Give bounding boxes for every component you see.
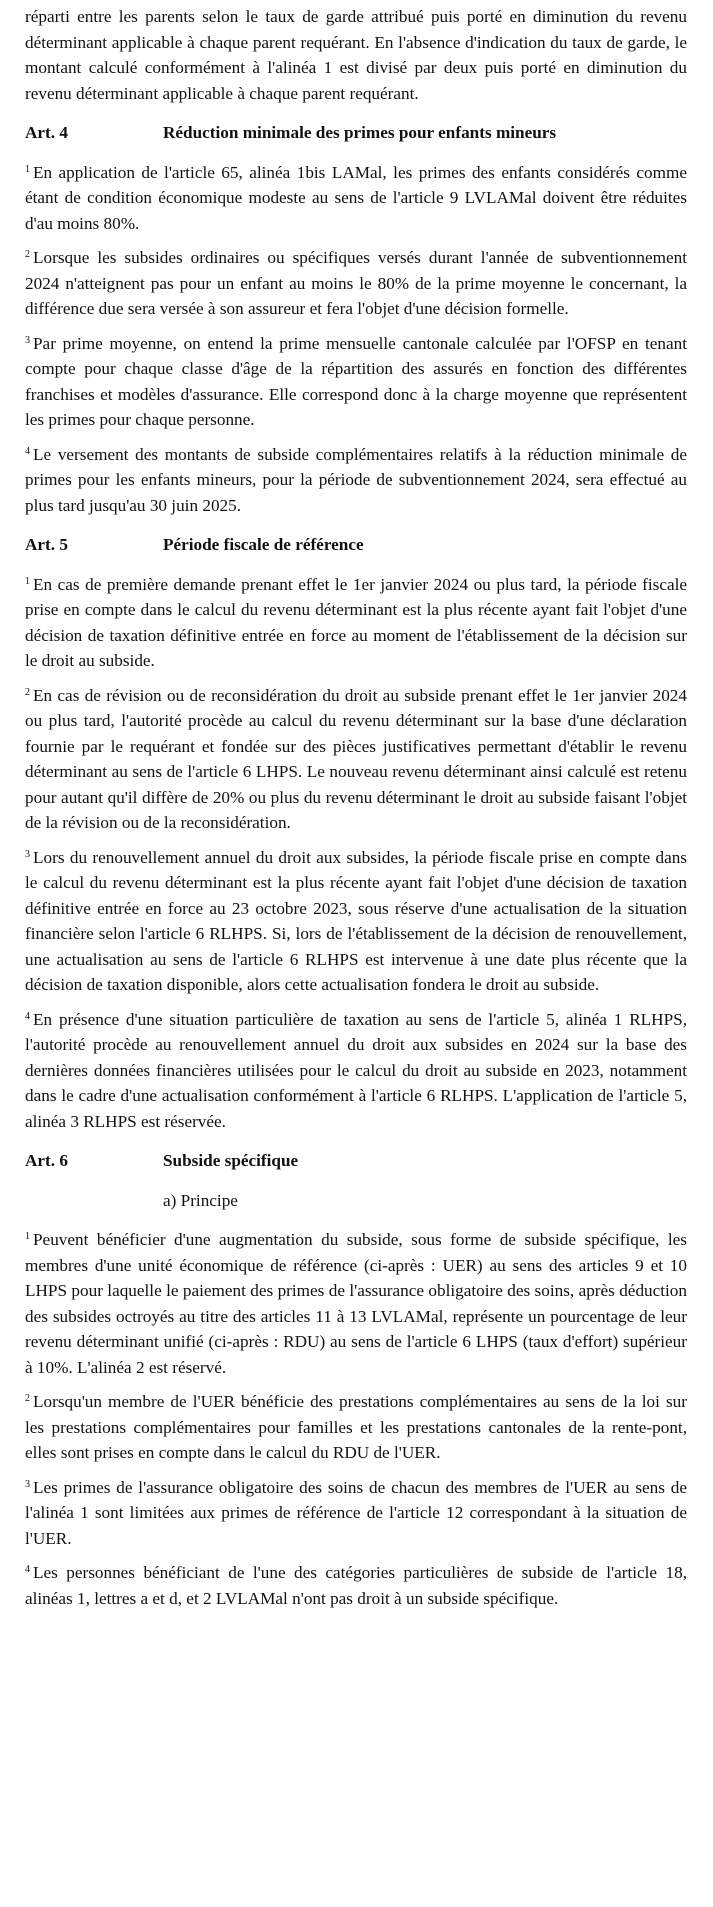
paragraph-text: Le versement des montants de subside complémentaires relatifs à la réduction minimale de primes pour les enfants mineurs, pour la période de subventionnement 2024, sera effectué au plus tard jusqu'au 30 juin 2025. [25, 444, 687, 515]
paragraph-number: 1 [25, 1231, 30, 1242]
paragraph-text: En cas de première demande prenant effet le 1er janvier 2024 ou plus tard, la période fiscale prise en compte dans le calcul du revenu déterminant est la plus récente ayant fait l'objet d'une décision de taxation définitive entrée en force au moment de l'établissement de la décision sur le droit au subside. [25, 574, 687, 670]
article-6-paragraph-3 [25, 1475, 687, 1552]
paragraph-number: 3 [25, 848, 30, 860]
paragraph-number: 4 [25, 445, 30, 457]
paragraph-number: 2 [25, 686, 30, 698]
article-5-title: Période fiscale de référence [163, 535, 364, 554]
article-6-heading [25, 1148, 687, 1174]
article-6-title: Subside spécifique [163, 1151, 299, 1170]
article-4-title: Réduction minimale des primes pour enfants mineurs [163, 123, 557, 142]
paragraph-number: 1 [25, 575, 30, 587]
paragraph-text: Lorsqu'un membre de l'UER bénéficie des prestations complémentaires au sens de la loi sur les prestations complémentaires pour familles et les prestations cantonales de la rente-pont, elles sont prises en compte dans le calcul du RDU de l'UER. [25, 1392, 687, 1462]
paragraph-number: 2 [25, 249, 30, 260]
paragraph-number: 4 [25, 1564, 30, 1575]
paragraph-text: En cas de révision ou de reconsidération du droit au subside prenant effet le 1er janvier 2024 ou plus tard, l'autorité procède au calcul du revenu déterminant sur la base d'une déclaration fournie par le requérant et fondée sur des pièces justificatives permettant d'établir le revenu déterminant au sens de l'article 6 LHPS. Le nouveau revenu déterminant ainsi calculé est retenu pour autant qu'il diffère de 20% ou plus du revenu déterminant le droit au subside faisant l'objet de la révision ou de la reconsidération. [25, 685, 687, 832]
article-5-paragraph-3 [25, 845, 687, 998]
paragraph-text: En présence d'une situation particulière de taxation au sens de l'article 5, alinéa 1 RLHPS, l'autorité procède au renouvellement annuel du droit aux subsides en 2024 sur la base des dernières données financières utilisées pour le calcul du droit au subside en 2023, notamment dans le cadre d'une actualisation conformément à l'article 6 RLHPS. L'application de l'article 5, alinéa 3 RLHPS est réservée. [25, 1009, 687, 1131]
article-4-paragraph-3 [25, 331, 687, 433]
article-4-paragraph-4 [25, 442, 687, 519]
paragraph-text: Lors du renouvellement annuel du droit aux subsides, la période fiscale prise en compte dans le calcul du revenu déterminant est la plus récente ayant fait l'objet d'une décision de taxation définitive entrée en force au 23 octobre 2023, sous réserve d'une actualisation de la situation financière selon l'article 6 RLHPS. Si, lors de l'établissement de la décision de renouvellement, une actualisation au sens de l'article 6 RLHPS est intervenue à une date plus récente que la décision de taxation disponible, alors cette actualisation fondera le droit au subside. [25, 847, 687, 994]
paragraph-text: Peuvent bénéficier d'une augmentation du subside, sous forme de subside spécifique, les membres d'une unité économique de référence (ci-après : UER) au sens des articles 9 et 10 LHPS pour laquelle le paiement des primes de l'assurance obligatoire des soins, après déduction des subsides octroyés au titre des articles 11 à 13 LVLAMal, représente un pourcentage de leur revenu déterminant unifié (ci-après : RDU) au sens de l'article 6 LHPS (taux d'effort) supérieur à 10%. L'alinéa 2 est réservé. [25, 1230, 687, 1377]
article-6-subtitle: a) Principe [163, 1190, 238, 1210]
article-4-heading [25, 120, 687, 146]
article-5-paragraph-2 [25, 683, 687, 836]
article-5-paragraph-4 [25, 1007, 687, 1135]
paragraph-number: 3 [25, 1478, 30, 1490]
article-6-paragraph-1 [25, 1227, 687, 1380]
paragraph-number: 4 [25, 1010, 30, 1022]
article-6-paragraph-4 [25, 1560, 687, 1611]
paragraph-text: Par prime moyenne, on entend la prime mensuelle cantonale calculée par l'OFSP en tenant compte pour chaque classe d'âge de la répartition des assurés en fonction des différentes franchises et modèles d'assurance. Elle correspond donc à la charge moyenne que représentent les primes pour chaque personne. [25, 333, 687, 429]
article-6-number: Art. 6 [25, 1151, 68, 1170]
paragraph-number: 1 [25, 163, 30, 175]
article-5-heading [25, 532, 687, 558]
article-5-paragraph-1 [25, 572, 687, 674]
paragraph-text: Les personnes bénéficiant de l'une des catégories particulières de subside de l'article 18, alinéas 1, lettres a et d, et 2 LVLAMal n'ont pas droit à un subside spécifique. [25, 1563, 687, 1608]
intro-paragraph: réparti entre les parents selon le taux de garde attribué puis porté en diminution du revenu déterminant applicable à chaque parent requérant. En l'absence d'indication du taux de garde, le montant calculé conformément à l'alinéa 1 est divisé par deux puis porté en diminution du revenu déterminant applicable à chaque parent requérant. [25, 7, 687, 103]
article-5-number: Art. 5 [25, 535, 68, 554]
paragraph-text: En application de l'article 65, alinéa 1bis LAMal, les primes des enfants considérés comme étant de condition économique modeste au sens de l'article 9 LVLAMal doivent être réduites d'au moins 80%. [25, 162, 687, 233]
paragraph-text: Lorsque les subsides ordinaires ou spécifiques versés durant l'année de subventionnement 2024 n'atteignent pas pour un enfant au moins le 80% de la prime moyenne le concernant, la différence due sera versée à son assureur et fera l'objet d'une décision formelle. [25, 248, 687, 318]
article-4-paragraph-2 [25, 245, 687, 322]
paragraph-number: 2 [25, 1393, 30, 1404]
paragraph-text: Les primes de l'assurance obligatoire des soins de chacun des membres de l'UER au sens de l'alinéa 1 sont limitées aux primes de référence de l'article 12 correspondant à la situation de l'UER. [25, 1477, 687, 1548]
article-6-paragraph-2 [25, 1389, 687, 1466]
paragraph-number: 3 [25, 334, 30, 346]
article-4-paragraph-1 [25, 160, 687, 237]
article-4-number: Art. 4 [25, 123, 68, 142]
